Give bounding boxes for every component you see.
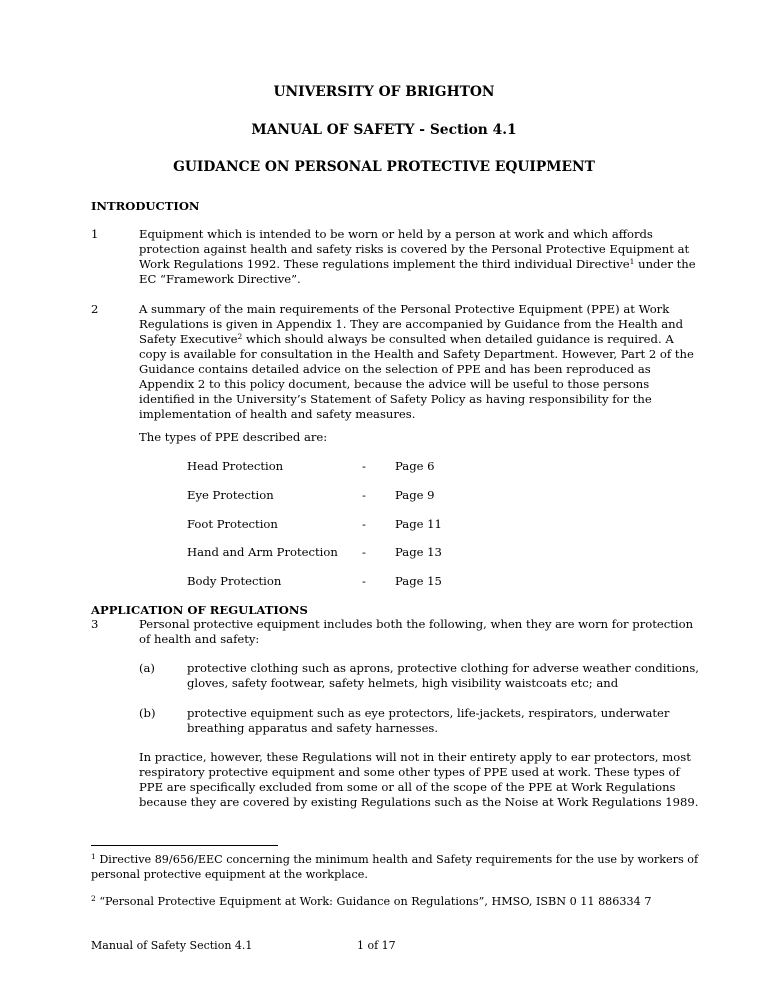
footnote-2-text: “Personal Protective Equipment at Work: Guidance on Regulations”, HMSO, ISBN 0 11 886334 7 <box>95 895 652 908</box>
item-text-b: protective equipment such as eye protectors, life-jackets, respirators, underwater breathing apparatus and safety harnesses. <box>187 706 670 735</box>
manual-section-title: MANUAL OF SAFETY - Section 4.1 <box>251 122 517 138</box>
ppe-type-dash: - <box>362 459 366 473</box>
ppe-type-dash: - <box>362 574 366 588</box>
footnote-divider <box>91 845 278 846</box>
footnote-ref-2: 2 <box>237 332 243 341</box>
ppe-type-page: Page 9 <box>395 488 435 502</box>
item-text-a: protective clothing such as aprons, protective clothing for adverse weather conditions, gloves, safety footwear, safety helmets, high visibility waistcoats etc; and <box>187 661 699 690</box>
paragraph-number-3: 3 <box>91 617 99 631</box>
paragraph-1-text-b: under the EC “Framework Directive”. <box>139 257 696 286</box>
footnote-mark-2: 2 <box>91 894 96 903</box>
paragraph-number-1: 1 <box>91 227 99 241</box>
paragraph-2-text-b: which should always be consulted when detailed guidance is required. A copy is available for consultation in the Health and Safety Department. However, Part 2 of the Guidance contains detailed advice on the selection of PPE and has been reproduced as Appendix 2 to this policy document, because the advice will be useful to those persons identified in the University’s Statement of Safety Policy as having responsibility for the implementation of health and safety measures. <box>139 332 694 421</box>
ppe-types-intro: The types of PPE described are: <box>139 430 328 444</box>
footnote-2 <box>91 894 711 909</box>
paragraph-number-2: 2 <box>91 302 99 316</box>
paragraph-1 <box>139 227 699 287</box>
item-label-b: (b) <box>139 706 156 720</box>
paragraph-2 <box>139 302 699 422</box>
ppe-type-page: Page 13 <box>395 545 442 559</box>
footnote-1-text: Directive 89/656/EEC concerning the minimum health and Safety requirements for the use by workers of personal protective equipment at the workplace. <box>91 853 699 881</box>
ppe-type-name: Hand and Arm Protection <box>187 545 338 559</box>
ppe-type-name: Head Protection <box>187 459 284 473</box>
footer-document-name: Manual of Safety Section 4.1 <box>91 939 253 952</box>
practice-paragraph: In practice, however, these Regulations will not in their entirety apply to ear protectors, most respiratory protective equipment and some other types of PPE used at work. These types of PPE are specifically excluded from some or all of the scope of the PPE at Work Regulations because they are covered by existing Regulations such as the Noise at Work Regulations 1989. <box>139 750 699 809</box>
application-heading: APPLICATION OF REGULATIONS <box>91 603 308 617</box>
paragraph-3: Personal protective equipment includes both the following, when they are worn for protection of health and safety: <box>139 617 694 646</box>
footnote-ref-1: 1 <box>629 257 635 266</box>
ppe-type-page: Page 11 <box>395 517 442 531</box>
ppe-type-dash: - <box>362 545 366 559</box>
ppe-type-dash: - <box>362 517 366 531</box>
footnote-1 <box>91 852 711 882</box>
footer-page-number: 1 of 17 <box>357 939 396 952</box>
paragraph-2-text-a: A summary of the main requirements of the Personal Protective Equipment (PPE) at Work Regulations is given in Appendix 1. They are accompanied by Guidance from the Health and Safety Executive <box>139 302 684 346</box>
university-title: UNIVERSITY OF BRIGHTON <box>273 84 495 100</box>
ppe-type-name: Eye Protection <box>187 488 274 502</box>
ppe-type-page: Page 15 <box>395 574 442 588</box>
ppe-type-name: Body Protection <box>187 574 282 588</box>
item-label-a: (a) <box>139 661 155 675</box>
footnote-mark-1: 1 <box>91 852 96 861</box>
ppe-type-dash: - <box>362 488 366 502</box>
ppe-type-page: Page 6 <box>395 459 435 473</box>
document-title: GUIDANCE ON PERSONAL PROTECTIVE EQUIPMENT <box>173 159 595 175</box>
ppe-type-name: Foot Protection <box>187 517 278 531</box>
introduction-heading: INTRODUCTION <box>91 199 200 213</box>
paragraph-1-text-a: Equipment which is intended to be worn or held by a person at work and which affords protection against health and safety risks is covered by the Personal Protective Equipment at Work Regulations 1992. These regulations implement the third individual Directive <box>139 227 690 271</box>
